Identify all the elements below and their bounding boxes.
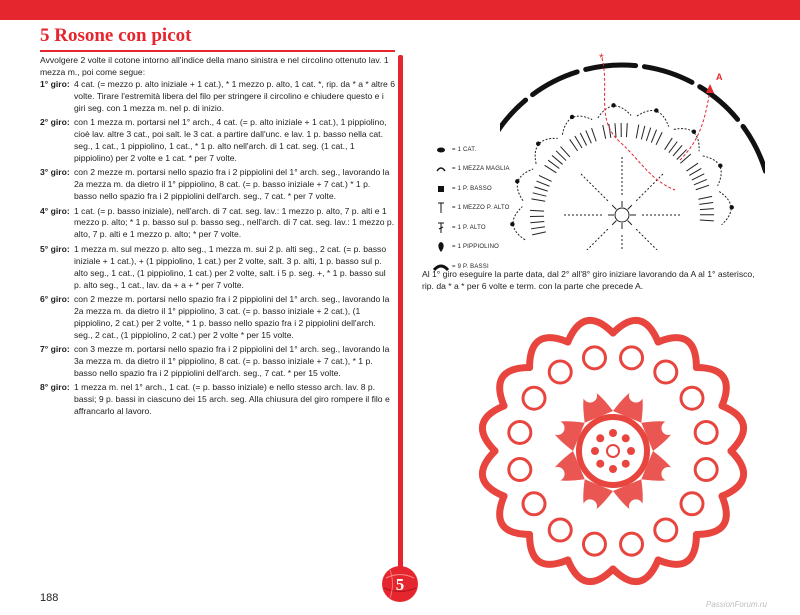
top-color-bar (0, 0, 800, 20)
step-label: 7° giro: (40, 344, 70, 355)
step-text: con 2 mezze m. portarsi nello spazio fra i 2 pippiolini del 1° arch. seg., lavorando la 2a mezza m. da dietro il 1° pippiolino, 3 cat. (= p. basso iniziale + 2 cat.), (1 pippiolino, 2 cat.) per 2 volte, * 1 p. basso nello spazio fra i 2 pippiolini dell'arch. seg., 2 cat., (1 pippiolino, 2 cat.) per 2 volte * per 15 volte. (74, 293, 390, 340)
doily-illustration (482, 320, 743, 581)
legend-label: = 1 P. BASSO (452, 185, 492, 192)
doily-photo (472, 310, 754, 592)
chart-arc (644, 67, 692, 83)
chart-marker-a: A (716, 72, 723, 82)
step-text: 4 cat. (= mezzo p. alto iniziale + 1 cat.), * 1 mezzo p. alto, 1 cat. *, rip. da * a * altre 6 volte. Tirare l'estremità libera del filo per stringere il circolino e chiudere questo e i giri seg. con 1 mezza m. nel p. di inizio. (74, 79, 395, 113)
chart-arc (700, 87, 738, 120)
step-label: 8° giro: (40, 382, 70, 393)
legend-item (432, 179, 557, 199)
legend-label: = 1 MEZZA MAGLIA (452, 166, 510, 173)
legend-label: = 1 MEZZO P. ALTO (452, 205, 510, 212)
legend-item (432, 160, 557, 180)
chart-arc (533, 72, 578, 95)
chart-path-arrow (602, 58, 675, 190)
chart-arc (500, 100, 526, 138)
instruction-list (40, 79, 395, 420)
slip-stitch-arc-icon (432, 163, 450, 175)
legend-item (432, 199, 557, 219)
instruction-step (40, 294, 395, 342)
step-text: 1 cat. (= p. basso iniziale), nell'arch. di 7 cat. seg. lav.: 1 mezzo p. alto, 7 p. alti e 1 mezzo p. alto; * 1 p. basso sul p. basso seg., nell'arch. di 7 cat. seg. lav.: 1 mezzo p. alto, 7 p. alti e 1 mezzo p. alto; * per 7 volte. (74, 205, 395, 240)
badge-number: 5 (395, 575, 405, 594)
page-number: 188 (40, 592, 59, 604)
page-title: 5 Rosone con picot (40, 25, 192, 46)
step-text: 1 mezza m. nel 1° arch., 1 cat. (= p. basso iniziale) e nello stesso arch. lav. 8 p. bassi; 9 p. bassi in ciascuno dei 15 arch. seg. Alla chiusura del giro rompere il filo e affrancarlo al lavoro. (74, 382, 390, 417)
step-label: 3° giro: (40, 167, 70, 178)
double-crochet-icon (432, 222, 450, 234)
square-single-crochet-icon (432, 183, 450, 195)
instruction-step (40, 117, 395, 165)
step-label: 6° giro: (40, 293, 70, 304)
stitch-legend (432, 140, 557, 277)
step-text: con 3 mezze m. portarsi nello spazio fra i 2 pippiolini del 1° arch. seg., lavorando la 3a mezza m. da dietro il 1° pippiolino, 8 cat. (= p. basso iniziale + 7 cat.), * 1 p. basso nello spazio fra i 2 pippiolini dell'arch. seg., 7 cat. * per 15 volte. (74, 344, 390, 378)
chart-arc (743, 126, 765, 171)
instruction-step (40, 382, 395, 418)
yarn-ball-badge (381, 565, 419, 603)
half-double-crochet-icon (432, 202, 450, 214)
instruction-step (40, 344, 395, 380)
step-text: con 1 mezza m. portarsi nel 1° arch., 4 cat. (= p. alto iniziale + 1 cat.), 1 pippiolino, cioè lav. altre 3 cat., poi salt. le 3 cat. a partire dall'unc. e lav. 1 p. basso nella cat. seg., 1 cat., 1 pippiolino, 1 cat., * 1 p. alto nell'arch. di 1 cat. seg. (1 cat., 1 pippiolino) per 2 volte e 1 cat. * per 7 volte. (74, 117, 387, 163)
arrow-head-icon (706, 84, 714, 93)
instruction-step (40, 244, 395, 292)
intro-paragraph: Avvolgere 2 volte il cotone intorno all'indice della mano sinistra e nel circolino ottenuto lav. 1 mezza m., poi come segue: (40, 55, 389, 77)
picot-icon (432, 241, 450, 253)
chart-center-ring (608, 201, 636, 229)
step-label: 5° giro: (40, 243, 70, 254)
instruction-step (40, 79, 395, 115)
asterisk-marker-icon: * (599, 51, 604, 65)
legend-item (432, 238, 557, 258)
legend-label: = 1 CAT. (452, 146, 477, 153)
step-text: 1 mezza m. sul mezzo p. alto seg., 1 mezza m. sui 2 p. alti seg., 2 cat. (= p. basso iniziale + 1 cat.), + (1 pippiolino, 1 cat.) per 2 volte, salt. 3 p. alti, 1 p. basso sul p. alto seg., 1 cat., (1 pippiolino, 1 cat.) per 2 volte, salt. i 5 p. seg. +, * 1 p. basso sul p. alto seg., 1 cat., lav. da + a + * per 7 volte. (74, 243, 387, 290)
oval-chain-icon (432, 144, 450, 156)
legend-item (432, 218, 557, 238)
chart-arc (586, 65, 636, 69)
instruction-step (40, 167, 395, 203)
legend-item (432, 140, 557, 160)
legend-label: = 1 P. ALTO (452, 224, 486, 231)
page-spine-bar (398, 55, 403, 570)
step-label: 1° giro: (40, 79, 70, 89)
watermark-text: PassionForum.ru (706, 600, 767, 609)
instruction-step (40, 206, 395, 242)
chart-path-arrow (680, 90, 710, 160)
title-underline (40, 50, 395, 52)
step-label: 2° giro: (40, 117, 70, 128)
step-label: 4° giro: (40, 205, 70, 216)
step-text: con 2 mezze m. portarsi nello spazio fra i 2 pippiolini del 1° arch. seg., lavorando la 2a mezza m. da dietro il 1° pippiolino, 8 cat. (= p. basso iniziale + 7 cat.) * 1 p. basso nello spazio fra i 2 pippiolini dell'arch. seg., 7 cat. * per 7 volte. (74, 167, 390, 202)
chart-stitch-posts (530, 123, 714, 250)
legend-label: = 1 PIPPIOLINO (452, 244, 499, 251)
chart-instruction-note: Al 1° giro eseguire la parte data, dal 2° all'8° giro iniziare lavorando da A al 1° asterisco, rip. da * a * per 6 volte e term. con la parte che precede A. (422, 269, 755, 291)
legend-label: = 9 P. BASSI (452, 263, 489, 270)
